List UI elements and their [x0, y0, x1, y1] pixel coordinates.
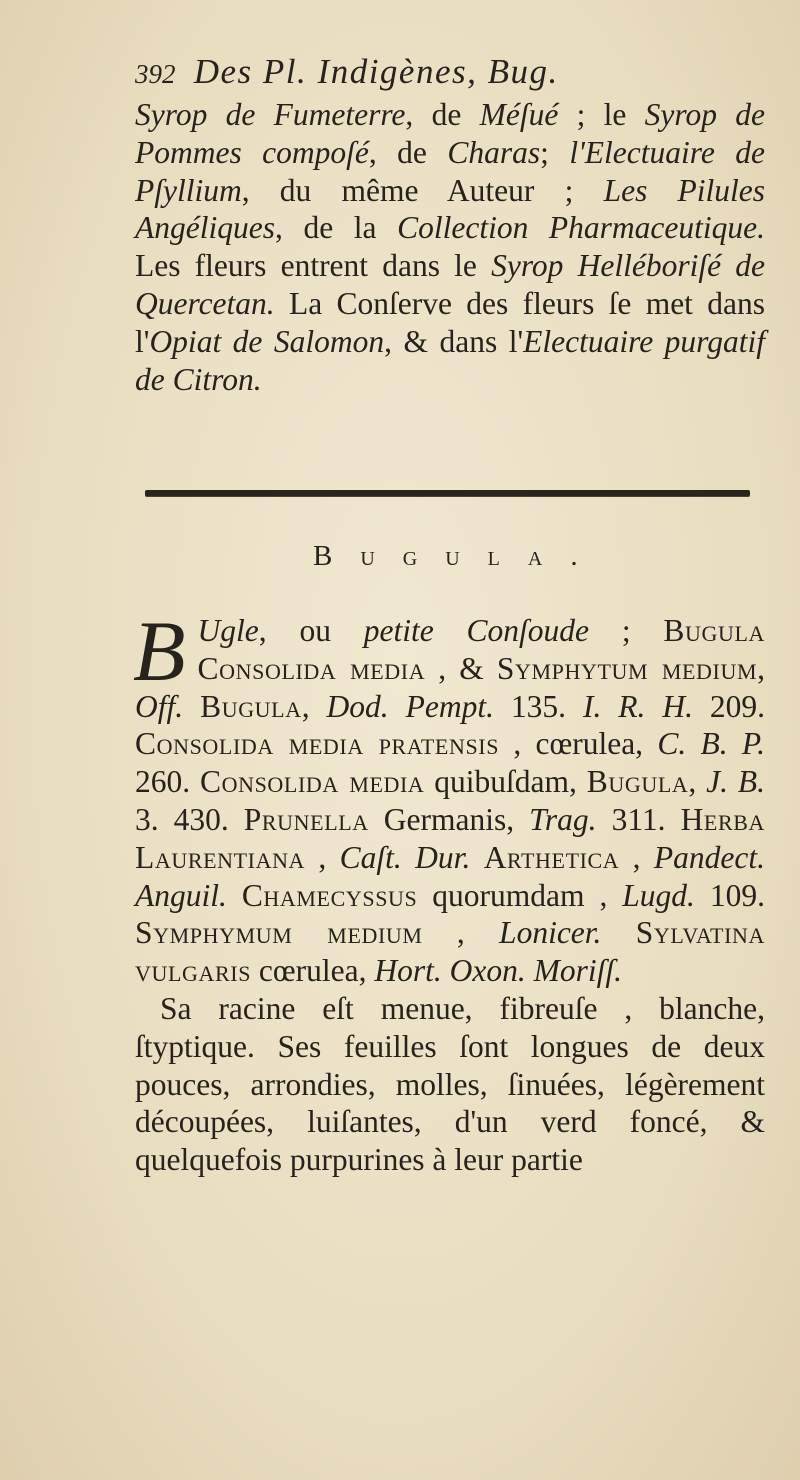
page-top [135, 50, 765, 398]
paragraph-1: Syrop de Fumeterre, de Méſué ; le Syrop de Pommes compoſé, de Charas; l'Electuaire de Pſyllium, du même Auteur ; Les Pilules Angéliques, de la Collection Pharmaceutique. Les fleurs entrent dans le Syrop Helléboriſé de Quercetan. La Conſerve des fleurs ſe met dans l'Opiat de Salomon, & dans l'Electuaire purgatif de Citron. [135, 97, 766, 397]
running-header [135, 50, 765, 96]
paragraph-3: Sa racine eſt menue, fibreuſe , blanche, ſtyptique. Ses feuilles ſont longues de deux pouces, arrondies, molles, ſinuées, légèrement découpées, luiſantes, d'un verd foncé, & quelquefois purpurines à leur partie [135, 990, 765, 1178]
section-title: Bugula. [313, 540, 606, 572]
page-number: 392 [135, 59, 176, 89]
paragraph-2: B Ugle, ou petite Conſoude ; Bugula Consolida media , & Symphytum medium, Off. Bugula, Dod. Pempt. 135. I. R. H. 209. Consolida media pratensis , cœrulea, C. B. P. 260. Consolida media quibuſdam, Bugula, J. B. 3. 430. Prunella Germanis, Trag. 311. Herba Laurentiana , Caſt. Dur. Arthetica , Pandect. Anguil. Chamecyssus quorumdam , Lugd. 109. Symphymum medium , Lonicer. Sylvatina vulgaris cœrulea, Hort. Oxon. Moriſſ. [133, 603, 766, 989]
page-bottom [133, 603, 766, 1179]
running-head: Des Pl. Indigènes, Bug. [193, 52, 559, 91]
section-divider [145, 490, 750, 496]
drop-cap: B [133, 603, 186, 699]
